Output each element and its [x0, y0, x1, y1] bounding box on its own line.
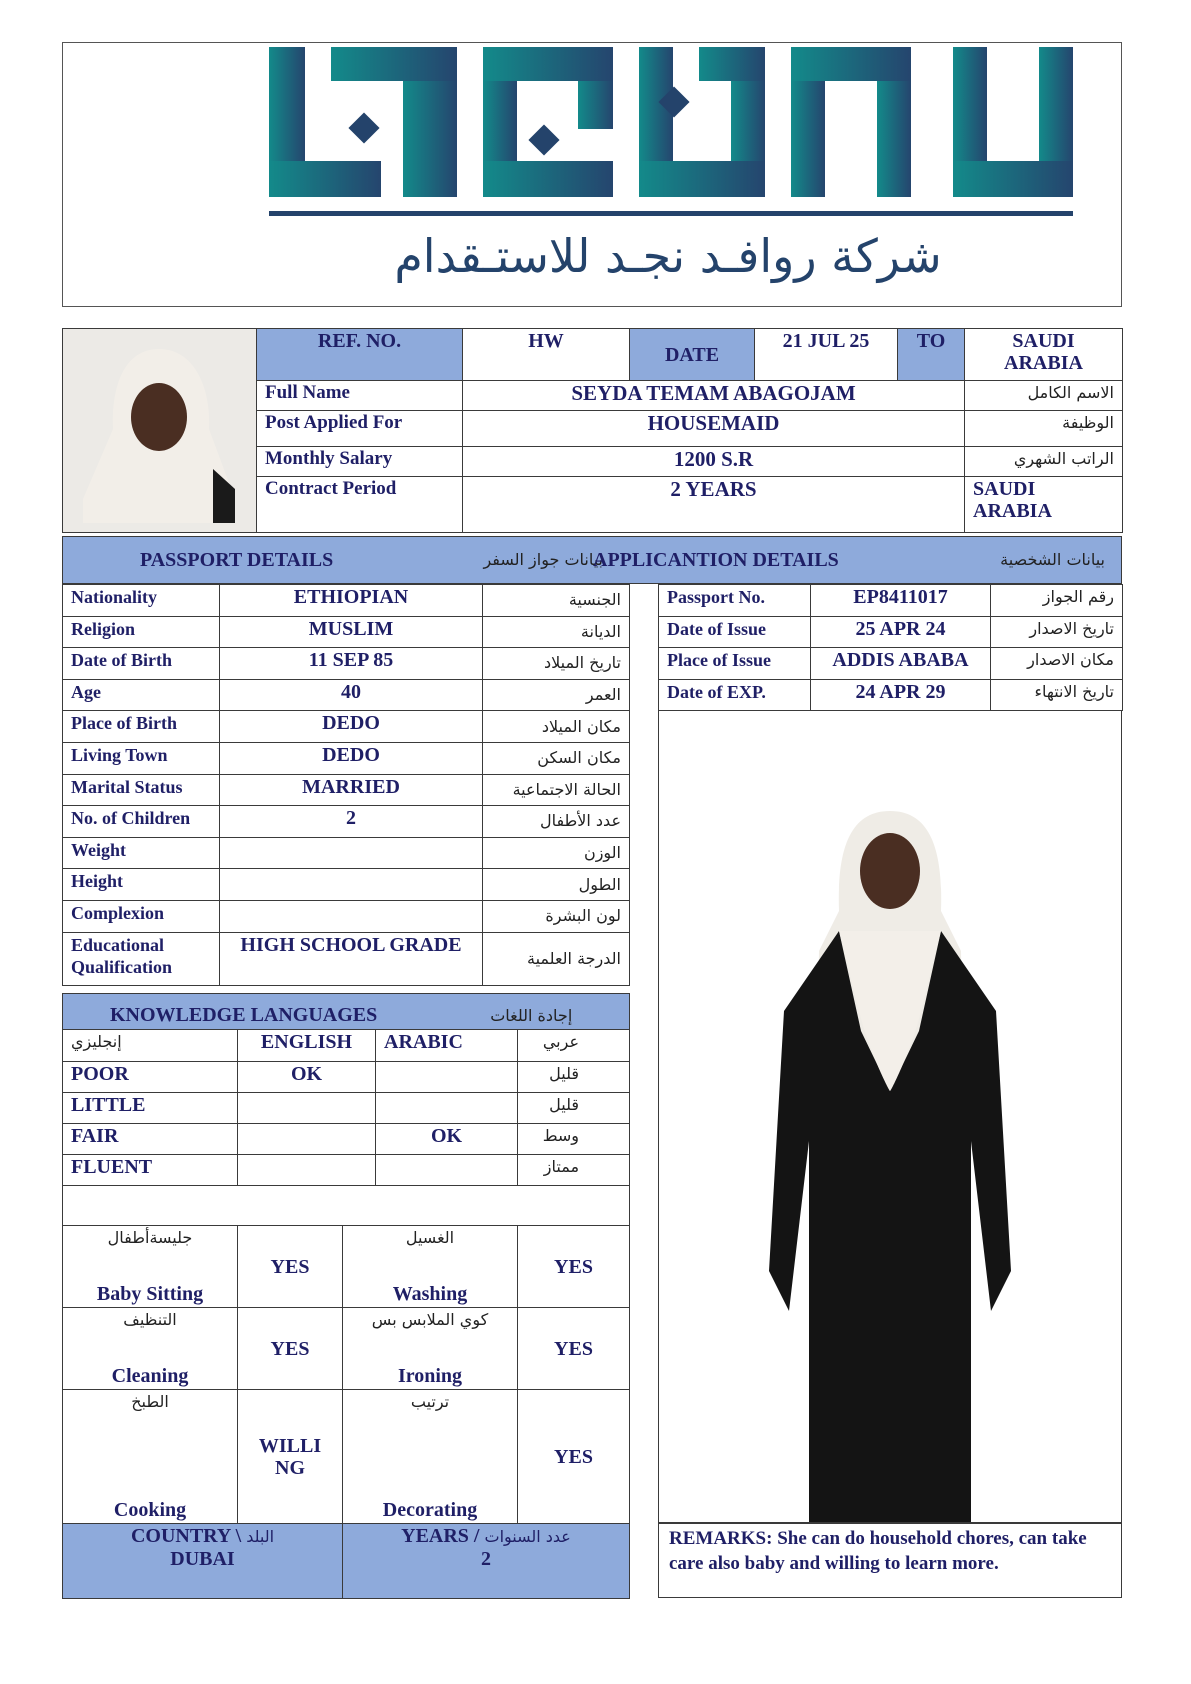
languages-title: [63, 994, 630, 1030]
personal-field-value: DEDO: [220, 742, 483, 774]
personal-field-value: DEDO: [220, 711, 483, 743]
personal-field-arabic: لون البشرة: [483, 900, 630, 932]
passport-details-heading-ar: بيانات جواز السفر: [483, 550, 603, 569]
language-level-arabic: قليل: [518, 1093, 630, 1124]
personal-field-label: Living Town: [63, 742, 220, 774]
skills-row: [63, 1226, 630, 1308]
post-arabic: الوظيفة: [965, 411, 1123, 447]
language-english-value: [238, 1155, 376, 1186]
personal-field-label: No. of Children: [63, 806, 220, 838]
years-label-ar: عدد السنوات: [484, 1527, 571, 1546]
experience-country: [63, 1524, 343, 1599]
skill-right-name: [343, 1390, 518, 1524]
language-arabic-value: OK: [376, 1124, 518, 1155]
personal-field-label: Complexion: [63, 900, 220, 932]
personal-field-value: 11 SEP 85: [220, 648, 483, 680]
passport-field-label: Date of Issue: [659, 616, 811, 648]
skill-right-name: [343, 1308, 518, 1390]
language-level: FLUENT: [63, 1155, 238, 1186]
personal-row: [63, 585, 630, 617]
language-english-value: [238, 1124, 376, 1155]
lang-header-english: ENGLISH: [238, 1030, 376, 1062]
contract-extra: SAUDI ARABIA: [965, 477, 1123, 533]
passport-details-heading: PASSPORT DETAILS: [140, 549, 334, 571]
contract-label: Contract Period: [257, 477, 463, 533]
passport-field-value: 24 APR 29: [811, 679, 991, 711]
skill-left-value: YES: [238, 1226, 343, 1308]
personal-field-arabic: الديانة: [483, 616, 630, 648]
personal-field-value: ETHIOPIAN: [220, 585, 483, 617]
passport-field-value: ADDIS ABABA: [811, 648, 991, 680]
application-details-heading: APPLICANTION DETAILS: [593, 549, 839, 571]
country-label: COUNTRY \: [130, 1525, 242, 1547]
skill-left-value: WILLI NG: [238, 1390, 343, 1524]
post-value: HOUSEMAID: [463, 411, 965, 447]
skills-table: [62, 1225, 630, 1524]
date-value: 21 JUL 25: [755, 329, 898, 381]
skill-left-value: YES: [238, 1308, 343, 1390]
skill-right-arabic: كوي الملابس بس: [371, 1310, 489, 1329]
language-level: FAIR: [63, 1124, 238, 1155]
date-label: DATE: [630, 329, 755, 381]
personal-field-label: Age: [63, 679, 220, 711]
skill-right-english: Washing: [392, 1283, 468, 1305]
personal-field-value: MARRIED: [220, 774, 483, 806]
full-name-arabic: الاسم الكامل: [965, 381, 1123, 411]
languages-table: [62, 993, 630, 1226]
personal-field-arabic: مكان الميلاد: [483, 711, 630, 743]
language-level-arabic: ممتاز: [518, 1155, 630, 1186]
passport-field-arabic: رقم الجواز: [991, 585, 1123, 617]
remarks-text: REMARKS: She can do household chores, can take care also baby and willing to learn more.: [669, 1528, 1087, 1574]
personal-field-value: [220, 900, 483, 932]
passport-row: [659, 616, 1123, 648]
personal-field-arabic: مكان السكن: [483, 742, 630, 774]
skill-left-name: [63, 1308, 238, 1390]
personal-field-arabic: الحالة الاجتماعية: [483, 774, 630, 806]
application-details-heading-ar: بيانات الشخصية: [1000, 550, 1105, 569]
passport-field-label: Passport No.: [659, 585, 811, 617]
skill-right-arabic: ترتيب: [410, 1392, 450, 1411]
language-arabic-value: [376, 1062, 518, 1093]
personal-field-arabic: العمر: [483, 679, 630, 711]
personal-row: [63, 806, 630, 838]
personal-field-arabic: الدرجة العلمية: [483, 932, 630, 985]
personal-row: [63, 774, 630, 806]
language-level: POOR: [63, 1062, 238, 1093]
personal-row: [63, 932, 630, 985]
language-row: [63, 1155, 630, 1186]
personal-field-arabic: الطول: [483, 869, 630, 901]
skill-right-value: YES: [518, 1308, 630, 1390]
experience-table: [62, 1523, 630, 1599]
skill-left-english: Cleaning: [111, 1365, 189, 1387]
skill-right-english: Ironing: [397, 1365, 463, 1387]
full-name-value: SEYDA TEMAM ABAGOJAM: [463, 381, 965, 411]
to-value: SAUDI ARABIA: [965, 329, 1123, 381]
personal-row: [63, 648, 630, 680]
passport-field-arabic: تاريخ الانتهاء: [991, 679, 1123, 711]
passport-table: [658, 584, 1123, 711]
personal-field-value: [220, 837, 483, 869]
personal-field-label: Religion: [63, 616, 220, 648]
skill-left-english: Cooking: [113, 1499, 187, 1521]
lang-header-arabic: ARABIC: [376, 1030, 518, 1062]
personal-field-arabic: الجنسية: [483, 585, 630, 617]
passport-field-value: EP8411017: [811, 585, 991, 617]
skill-left-name: [63, 1226, 238, 1308]
personal-field-value: 2: [220, 806, 483, 838]
salary-label: Monthly Salary: [257, 447, 463, 477]
skill-right-arabic: الغسيل: [405, 1228, 455, 1247]
personal-field-label: Marital Status: [63, 774, 220, 806]
skills-row: [63, 1308, 630, 1390]
skills-row: [63, 1390, 630, 1524]
section-banner: [62, 536, 1122, 584]
salary-arabic: الراتب الشهري: [965, 447, 1123, 477]
skill-left-english: Baby Sitting: [96, 1283, 204, 1305]
languages-title-en: KNOWLEDGE LANGUAGES: [110, 1004, 378, 1026]
skill-right-name: [343, 1226, 518, 1308]
languages-spacer: [63, 1186, 630, 1226]
contract-value: 2 YEARS: [463, 477, 965, 533]
personal-field-label: Weight: [63, 837, 220, 869]
to-label: TO: [898, 329, 965, 381]
language-level: LITTLE: [63, 1093, 238, 1124]
portrait-photo-cell: [63, 329, 257, 533]
personal-row: [63, 742, 630, 774]
language-arabic-value: [376, 1093, 518, 1124]
personal-details-table: [62, 584, 630, 986]
skill-left-arabic: التنظيف: [123, 1310, 177, 1329]
personal-field-label: Nationality: [63, 585, 220, 617]
language-row: [63, 1093, 630, 1124]
language-english-value: OK: [238, 1062, 376, 1093]
full-name-label: Full Name: [257, 381, 463, 411]
language-row: [63, 1062, 630, 1093]
language-level-arabic: وسط: [518, 1124, 630, 1155]
personal-field-label: Date of Birth: [63, 648, 220, 680]
passport-row: [659, 648, 1123, 680]
personal-row: [63, 711, 630, 743]
passport-field-arabic: تاريخ الاصدار: [991, 616, 1123, 648]
skill-left-arabic: جليسةأطفال: [107, 1228, 193, 1247]
country-label-ar: البلد: [246, 1527, 275, 1546]
years-label: YEARS /: [401, 1525, 480, 1547]
skill-right-english: Decorating: [382, 1499, 478, 1521]
personal-field-value: HIGH SCHOOL GRADE: [220, 932, 483, 985]
personal-field-value: MUSLIM: [220, 616, 483, 648]
lang-header-ar-left: إنجليزي: [63, 1030, 238, 1062]
post-label: Post Applied For: [257, 411, 463, 447]
years-value: 2: [481, 1548, 491, 1570]
personal-row: [63, 837, 630, 869]
header-table: [62, 328, 1123, 533]
ref-value: HW: [463, 329, 630, 381]
passport-row: [659, 585, 1123, 617]
skill-left-name: [63, 1390, 238, 1524]
personal-row: [63, 900, 630, 932]
personal-field-arabic: عدد الأطفال: [483, 806, 630, 838]
skill-right-value: YES: [518, 1226, 630, 1308]
passport-field-value: 25 APR 24: [811, 616, 991, 648]
passport-field-arabic: مكان الاصدار: [991, 648, 1123, 680]
language-arabic-value: [376, 1155, 518, 1186]
full-body-photo: [659, 711, 1121, 1522]
portrait-photo: [63, 329, 255, 523]
salary-value: 1200 S.R: [463, 447, 965, 477]
logo-frame: [62, 42, 1122, 307]
personal-field-value: 40: [220, 679, 483, 711]
passport-field-label: Place of Issue: [659, 648, 811, 680]
personal-row: [63, 869, 630, 901]
language-english-value: [238, 1093, 376, 1124]
skill-right-value: YES: [518, 1390, 630, 1524]
personal-field-value: [220, 869, 483, 901]
personal-field-label: Educational Qualification: [63, 932, 220, 985]
experience-years: [343, 1524, 630, 1599]
personal-field-arabic: تاريخ الميلاد: [483, 648, 630, 680]
personal-field-label: Height: [63, 869, 220, 901]
personal-row: [63, 679, 630, 711]
personal-field-arabic: الوزن: [483, 837, 630, 869]
country-value: DUBAI: [170, 1548, 235, 1570]
passport-row: [659, 679, 1123, 711]
personal-row: [63, 616, 630, 648]
personal-field-label: Place of Birth: [63, 711, 220, 743]
language-level-arabic: قليل: [518, 1062, 630, 1093]
language-row: [63, 1124, 630, 1155]
skill-left-arabic: الطبخ: [131, 1392, 169, 1411]
languages-title-ar: إجادة اللغات: [490, 1006, 573, 1025]
full-body-photo-frame: [658, 710, 1122, 1523]
passport-field-label: Date of EXP.: [659, 679, 811, 711]
remarks-box: [658, 1523, 1122, 1598]
lang-header-ar-right: عربي: [518, 1030, 630, 1062]
company-name-arabic: شركة روافـد نجـد للاستـقدام: [394, 229, 942, 283]
ref-label: REF. NO.: [257, 329, 463, 381]
